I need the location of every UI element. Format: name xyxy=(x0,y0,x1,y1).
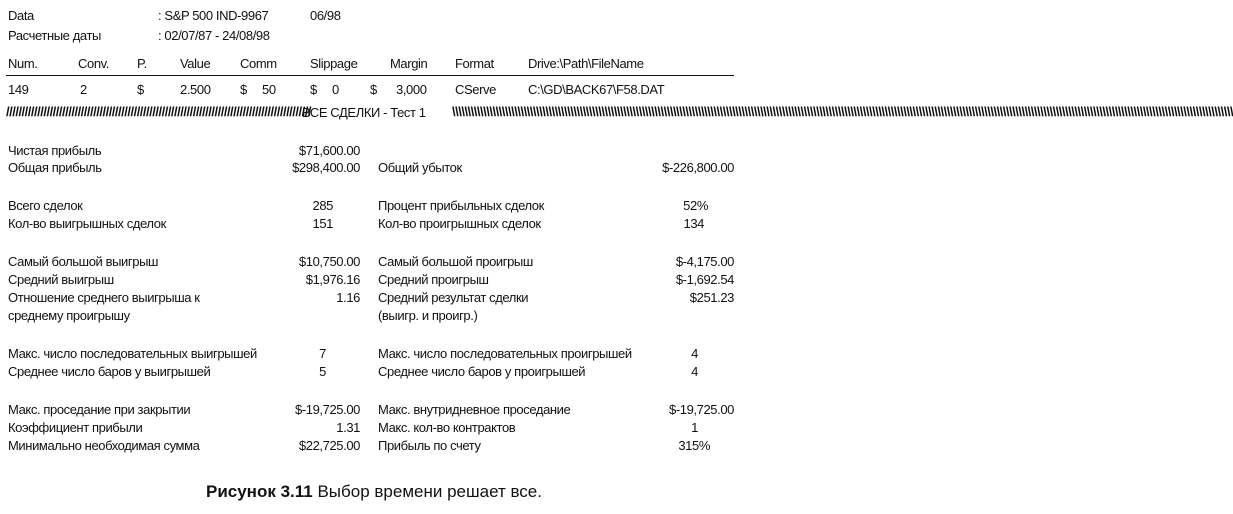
banner-slashes-left: ////////////////////////////////////////////////////////////////////////////////////////////////// xyxy=(6,104,311,119)
largest-loss-value: $-4,175.00 xyxy=(675,254,734,269)
col-p: P. xyxy=(137,56,147,71)
loss-trades-value: 134 xyxy=(683,216,704,231)
col-num: Num. xyxy=(8,56,38,71)
header-divider xyxy=(6,75,734,76)
win-trades-value: 151 xyxy=(312,216,333,231)
max-contracts-value: 1 xyxy=(691,420,698,435)
row-format: CServe xyxy=(455,82,496,97)
col-value: Value xyxy=(180,56,211,71)
row-p: $ xyxy=(137,82,144,97)
row-num: 149 xyxy=(8,82,29,97)
profit-factor-value: 1.31 xyxy=(336,420,360,435)
win-loss-ratio-value: 1.16 xyxy=(336,290,360,305)
pct-profitable-value: 52% xyxy=(683,198,708,213)
avg-bars-loss-value: 4 xyxy=(691,364,698,379)
data-label: Data xyxy=(8,8,34,23)
row-slippage-symbol: $ xyxy=(310,82,317,97)
figure-caption xyxy=(0,482,748,502)
max-contracts-label: Макс. кол-во контрактов xyxy=(378,420,516,435)
max-consec-loss-label: Макс. число последовательных проигрышей xyxy=(378,346,632,361)
return-on-account-value: 315% xyxy=(678,438,710,453)
avg-trade-label-line2: (выигр. и проигр.) xyxy=(378,308,478,323)
max-consec-loss-value: 4 xyxy=(691,346,698,361)
max-drawdown-close-label: Макс. проседание при закрытии xyxy=(8,402,191,417)
gross-profit-value: $298,400.00 xyxy=(292,160,360,175)
col-slippage: Slippage xyxy=(310,56,358,71)
dates-value: : 02/07/87 - 24/08/98 xyxy=(158,28,270,43)
net-profit-label: Чистая прибыль xyxy=(8,143,102,158)
max-drawdown-close-value: $-19,725.00 xyxy=(295,402,360,417)
min-account-value: $22,725.00 xyxy=(298,438,360,453)
largest-win-label: Самый большой выигрыш xyxy=(8,254,159,269)
row-comm-value: 50 xyxy=(262,82,276,97)
profit-factor-label: Коэффициент прибыли xyxy=(8,420,143,435)
data-code: 06/98 xyxy=(310,8,341,23)
avg-trade-label-line1: Средний результат сделки xyxy=(378,290,529,305)
col-conv: Conv. xyxy=(78,56,109,71)
row-comm-symbol: $ xyxy=(240,82,247,97)
row-path: C:\GD\BACK67\F58.DAT xyxy=(528,82,665,97)
avg-trade-value: $251.23 xyxy=(689,290,734,305)
col-margin: Margin xyxy=(390,56,428,71)
total-trades-value: 285 xyxy=(312,198,333,213)
gross-loss-label: Общий убыток xyxy=(378,160,462,175)
min-account-label: Минимально необходимая сумма xyxy=(8,438,200,453)
avg-bars-win-value: 5 xyxy=(319,364,326,379)
figure-caption-prefix: Рисунок 3.11 xyxy=(205,482,313,501)
row-margin-symbol: $ xyxy=(370,82,377,97)
dates-label: Расчетные даты xyxy=(8,28,101,43)
net-profit-value: $71,600.00 xyxy=(298,143,360,158)
max-drawdown-intraday-value: $-19,725.00 xyxy=(669,402,734,417)
gross-loss-value: $-226,800.00 xyxy=(662,160,734,175)
avg-win-label: Средний выигрыш xyxy=(8,272,114,287)
data-value: : S&P 500 IND-9967 xyxy=(158,8,269,23)
avg-loss-value: $-1,692.54 xyxy=(675,272,734,287)
figure-caption-text: Выбор времени решает все. xyxy=(317,482,542,501)
avg-loss-label: Средний проигрыш xyxy=(378,272,489,287)
col-comm: Comm xyxy=(240,56,277,71)
avg-bars-win-label: Среднее число баров у выигрышей xyxy=(8,364,211,379)
total-trades-label: Всего сделок xyxy=(8,198,83,213)
win-loss-ratio-label-line1: Отношение среднего выигрыша к xyxy=(8,290,200,305)
loss-trades-label: Кол-во проигрышных сделок xyxy=(378,216,541,231)
row-slippage-value: 0 xyxy=(332,82,339,97)
banner-title: ВСЕ СДЕЛКИ - Тест 1 xyxy=(302,105,426,120)
gross-profit-label: Общая прибыль xyxy=(8,160,102,175)
win-loss-ratio-label-line2: среднему проигрышу xyxy=(8,308,130,323)
col-format: Format xyxy=(455,56,494,71)
largest-loss-label: Самый большой проигрыш xyxy=(378,254,533,269)
row-conv: 2 xyxy=(80,82,87,97)
row-margin-value: 3,000 xyxy=(396,82,427,97)
pct-profitable-label: Процент прибыльных сделок xyxy=(378,198,544,213)
col-path: Drive:\Path\FileName xyxy=(528,56,644,71)
row-value: 2.500 xyxy=(180,82,211,97)
avg-win-value: $1,976.16 xyxy=(305,272,360,287)
max-drawdown-intraday-label: Макс. внутридневное проседание xyxy=(378,402,571,417)
max-consec-win-value: 7 xyxy=(319,346,326,361)
win-trades-label: Кол-во выигрышных сделок xyxy=(8,216,166,231)
banner-slashes-right: \\\\\\\\\\\\\\\\\\\\\\\\\\\\\\\\\\\\\\\\\\\\\\\\\\\\\\\\\\\\\\\\\\\\\\\\\\\\\\\\\\\\\\\\\\\\\\\\\\\\\\\\\\\\\\\\\\\\\\\\\\\\\\\\\\\\\\\\\\\\\\\\\\\\\\\\\\\\\\\\\\\\\\\\\\\\\\\\\\\\\\\\\\\\\\\\\\\\\\\\\\\\\\\\\\\\\\\\\\\\\\\\\\\\\\\\\\\\\\\\\\\\\\\\\\\ xyxy=(452,104,1233,119)
max-consec-win-label: Макс. число последовательных выигрышей xyxy=(8,346,257,361)
largest-win-value: $10,750.00 xyxy=(298,254,360,269)
return-on-account-label: Прибыль по счету xyxy=(378,438,481,453)
avg-bars-loss-label: Среднее число баров у проигрышей xyxy=(378,364,586,379)
